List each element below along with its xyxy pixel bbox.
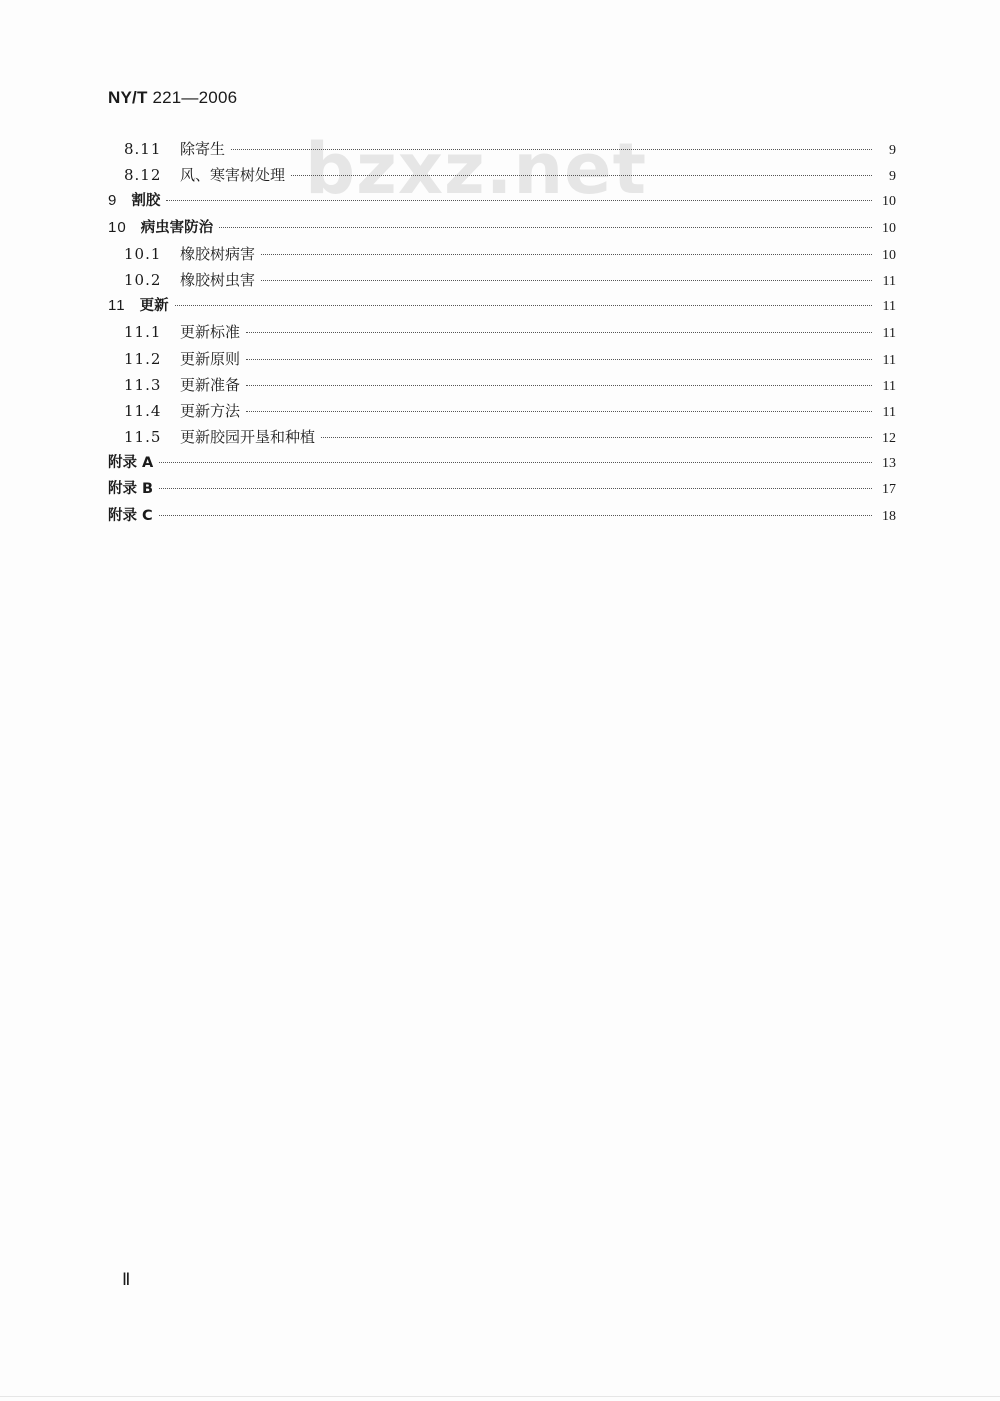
toc-entry-title: 附录 C (108, 507, 153, 524)
table-of-contents (108, 136, 896, 529)
toc-entry-number: 11.5 (124, 428, 162, 447)
page-number: Ⅱ (122, 1270, 131, 1289)
toc-entry-title: 更新胶园开垦和种植 (180, 428, 316, 447)
dot-leader (231, 149, 872, 150)
dot-leader (159, 488, 872, 489)
toc-entry-title: 割胶 (131, 193, 161, 210)
document-code (108, 88, 237, 108)
toc-entry-number: 11.2 (124, 349, 162, 368)
toc-entry-title: 橡胶树病害 (180, 244, 256, 263)
toc-entry-page: 9 (889, 169, 896, 185)
dot-leader (159, 515, 872, 516)
toc-entry-title: 风、寒害树处理 (180, 166, 286, 185)
toc-entry (108, 267, 896, 293)
toc-entry-title: 除寄生 (180, 140, 226, 158)
toc-entry-title: 附录 B (108, 481, 154, 498)
toc-entry-title: 更新方法 (180, 401, 241, 420)
dot-leader (246, 359, 872, 360)
toc-entry-number: 10.1 (124, 244, 162, 263)
toc-entry-number: 9 (108, 192, 118, 210)
toc-entry-page: 11 (882, 352, 896, 368)
toc-entry-page: 13 (882, 456, 896, 472)
toc-entry (108, 293, 896, 319)
toc-entry-number: 10.2 (124, 270, 162, 289)
toc-entry-title: 更新准备 (180, 375, 241, 394)
toc-entry-page: 11 (882, 273, 896, 289)
toc-entry (108, 188, 896, 214)
toc-entry (108, 503, 896, 529)
toc-entry-title: 更新标准 (180, 323, 241, 342)
document-code-number: 221—2006 (152, 88, 238, 107)
toc-entry (108, 136, 896, 162)
dot-leader (261, 280, 872, 281)
watermark: bzxz.net (305, 128, 648, 210)
toc-entry-number: 11 (108, 297, 126, 315)
toc-entry-page: 11 (882, 404, 896, 420)
toc-entry-number: 11.1 (124, 323, 162, 342)
toc-entry (108, 398, 896, 424)
toc-entry-title: 更新原则 (180, 349, 241, 368)
toc-entry-number: 11.3 (124, 375, 162, 394)
toc-entry-number: 10 (108, 218, 127, 236)
toc-entry-title: 病虫害防治 (140, 219, 214, 236)
toc-entry-page: 12 (882, 431, 896, 447)
toc-entry-number: 11.4 (124, 401, 162, 420)
toc-entry-page: 11 (882, 299, 896, 315)
dot-leader (246, 411, 872, 412)
toc-entry (108, 476, 896, 502)
scan-edge-line (0, 1396, 1000, 1397)
toc-entry (108, 346, 896, 372)
toc-entry (108, 372, 896, 398)
dot-leader (166, 200, 872, 201)
toc-entry-title: 更新 (139, 298, 169, 315)
toc-entry-page: 18 (882, 508, 896, 524)
toc-entry (108, 241, 896, 267)
toc-entry-page: 10 (882, 247, 896, 263)
dot-leader (246, 385, 872, 386)
dot-leader (219, 227, 872, 228)
toc-entry (108, 319, 896, 345)
toc-entry (108, 424, 896, 450)
toc-entry-title: 橡胶树虫害 (180, 270, 256, 289)
dot-leader (291, 175, 872, 176)
toc-entry (108, 162, 896, 188)
toc-entry-number: 8.12 (124, 166, 162, 185)
dot-leader (246, 332, 872, 333)
toc-entry-page: 9 (889, 143, 896, 158)
document-code-prefix: NY/T (108, 88, 148, 107)
toc-entry-title: 附录 A (108, 455, 154, 472)
toc-entry (108, 450, 896, 476)
dot-leader (261, 254, 872, 255)
dot-leader (175, 305, 872, 306)
toc-entry-page: 11 (882, 326, 896, 342)
toc-entry-number: 8.11 (124, 140, 162, 158)
toc-entry-page: 10 (882, 220, 896, 236)
toc-entry-page: 17 (882, 482, 896, 498)
toc-entry-page: 11 (882, 378, 896, 394)
toc-entry-page: 10 (882, 194, 896, 210)
toc-entry (108, 215, 896, 241)
dot-leader (159, 462, 872, 463)
dot-leader (321, 437, 872, 438)
